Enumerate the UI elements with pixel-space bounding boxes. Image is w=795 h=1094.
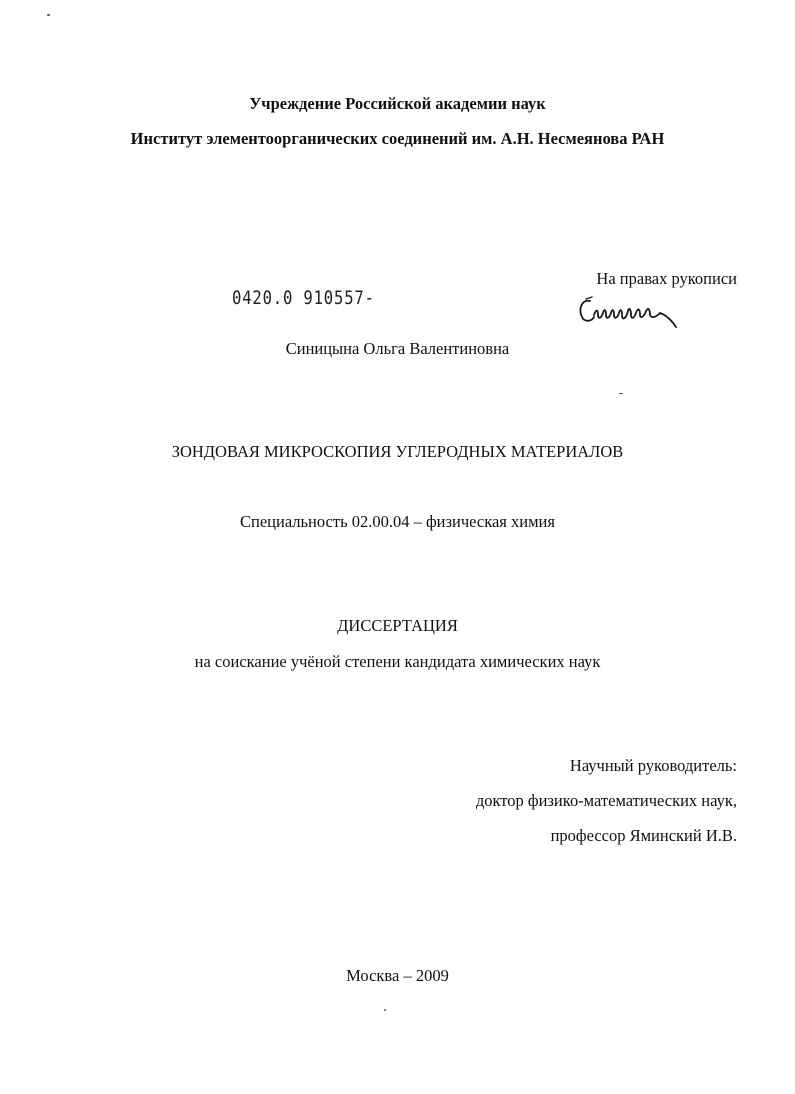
author-name: Синицына Ольга Валентиновна — [285, 339, 510, 358]
city-year: Москва – 2009 — [346, 966, 449, 985]
degree-line: на соискание учёной степени кандидата химических наук — [194, 652, 601, 671]
archive-stamp-number: 0420.0 910557- — [232, 287, 375, 309]
institute-line: Институт элементоорганических соединений им. А.Н. Несмеянова РАН — [130, 129, 665, 148]
scan-speck — [47, 14, 50, 16]
institution-line: Учреждение Российской академии наук — [249, 94, 546, 113]
scan-speck — [384, 1009, 386, 1011]
supervisor-label: Научный руководитель: — [569, 756, 737, 775]
supervisor-degree: доктор физико-математических наук, — [475, 791, 737, 810]
supervisor-name: профессор Яминский И.В. — [550, 826, 737, 845]
author-signature — [576, 293, 680, 331]
document-type: ДИССЕРТАЦИЯ — [337, 616, 458, 635]
specialty-line: Специальность 02.00.04 – физическая химия — [240, 512, 555, 531]
rights-note: На правах рукописи — [596, 269, 737, 288]
scan-speck — [619, 393, 623, 394]
dissertation-title: ЗОНДОВАЯ МИКРОСКОПИЯ УГЛЕРОДНЫХ МАТЕРИАЛОВ — [171, 442, 624, 461]
